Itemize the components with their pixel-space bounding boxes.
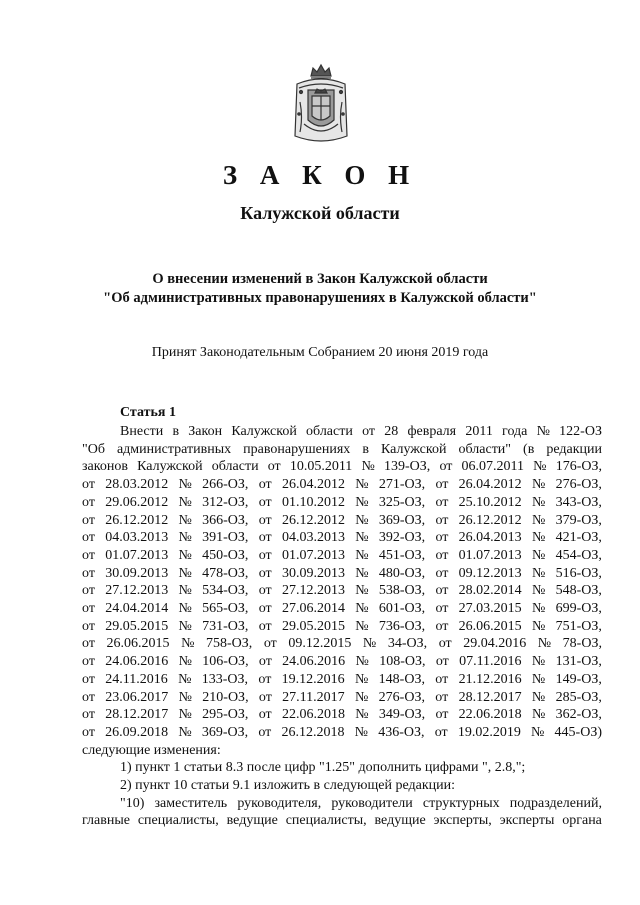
body-word: № (178, 724, 192, 740)
body-word: 731-ОЗ, (202, 618, 249, 634)
body-word: 78-ОЗ, (562, 636, 602, 652)
body-word: от (82, 494, 95, 510)
body-word: органа (562, 813, 602, 829)
body-word: 210-ОЗ, (202, 689, 249, 705)
body-word: ведущие (226, 813, 278, 829)
body-line (82, 706, 602, 724)
body-word: от (434, 724, 448, 740)
body-line (82, 653, 602, 671)
law-heading (0, 270, 640, 308)
body-word: № (178, 565, 192, 581)
body-word: № (355, 618, 369, 634)
body-word: специалисты, (285, 813, 367, 829)
body-word: № (531, 494, 546, 510)
body-word: ведущие (374, 813, 426, 829)
body-word: 26.04.2012 (458, 477, 522, 493)
body-word: от (435, 512, 449, 528)
body-word: 131-ОЗ, (555, 654, 602, 670)
body-word: 538-ОЗ, (378, 583, 426, 599)
body-word: № (354, 689, 369, 705)
body-word: от (258, 671, 272, 687)
body-word: 27.03.2015 (458, 601, 522, 617)
body-word: 295-ОЗ, (202, 707, 249, 723)
body-word: от (258, 494, 272, 510)
body-word: 362-ОЗ, (555, 707, 602, 723)
body-word: № (531, 530, 546, 546)
body-word: 450-ОЗ, (202, 547, 249, 563)
body-word: № (531, 583, 546, 599)
body-word: 27.06.2014 (281, 601, 345, 617)
body-word: 516-ОЗ, (555, 565, 602, 581)
body-word: № (531, 477, 546, 493)
body-word: от (258, 583, 272, 599)
body-line: 2) пункт 10 статьи 9.1 изложить в следующей редакции: (120, 778, 456, 794)
body-word: 148-ОЗ, (378, 671, 425, 687)
body-word: Закон (188, 424, 223, 439)
body-word: от (82, 583, 95, 599)
body-word: 601-ОЗ, (378, 601, 426, 617)
body-word: от (82, 707, 95, 723)
body-word: 24.06.2016 (282, 654, 346, 670)
body-word: редакции (546, 441, 602, 457)
body-word: 07.11.2016 (459, 654, 522, 670)
body-line (82, 689, 602, 707)
body-word: от (435, 707, 449, 723)
body-word: от (435, 618, 449, 634)
adoption-note: Принят Законодательным Собранием 20 июня 2019 года (151, 345, 489, 360)
body-word: 736-ОЗ, (378, 618, 426, 634)
body-line (82, 795, 602, 813)
body-word: № (178, 601, 192, 617)
body-line (82, 441, 602, 459)
body-word: № (355, 477, 369, 493)
body-word: 27.12.2013 (281, 583, 345, 599)
body-word: № (537, 636, 552, 652)
body-word: № (355, 583, 369, 599)
body-word: № (531, 689, 546, 705)
body-word: области" (458, 441, 512, 457)
body-word: 312-ОЗ, (202, 494, 249, 510)
body-word: от (435, 565, 449, 581)
body-word: правонарушениях (243, 441, 351, 457)
body-word: 379-ОЗ, (555, 512, 602, 528)
body-word: 149-ОЗ, (555, 671, 602, 687)
body-word: 26.12.2018 (281, 724, 345, 740)
body-word: 26.09.2018 (105, 724, 169, 740)
body-word: 01.10.2012 (281, 494, 345, 510)
body-line (82, 512, 602, 530)
body-word: от (435, 477, 449, 493)
body-word: от (435, 689, 449, 705)
body-word: руководителя, (237, 795, 322, 811)
body-line: 1) пункт 1 статьи 8.3 после цифр "1.25" дополнить цифрами ", 2.8,"; (120, 760, 526, 776)
body-word: 22.06.2018 (458, 707, 522, 723)
body-word: 436-ОЗ, (378, 724, 425, 740)
body-word: 09.12.2015 (288, 636, 352, 652)
body-word: "10) (120, 795, 145, 811)
body-word: от (258, 530, 272, 546)
body-word: от (435, 583, 449, 599)
body-word: от (82, 671, 95, 687)
body-word: 369-ОЗ, (378, 512, 426, 528)
body-word: специалисты, (137, 813, 219, 829)
body-word: 480-ОЗ, (378, 565, 426, 581)
body-word: от (438, 636, 452, 652)
body-word: области (306, 424, 353, 439)
body-word: структурных (422, 795, 500, 811)
body-word: от (435, 601, 449, 617)
body-word: 27.11.2017 (282, 689, 345, 705)
body-word: 276-ОЗ, (378, 689, 425, 705)
body-word: № (178, 477, 192, 493)
body-word: № (355, 530, 369, 546)
body-word: № (354, 724, 369, 740)
body-word: 276-ОЗ, (555, 477, 602, 493)
body-word: 04.03.2013 (281, 530, 345, 546)
body-word: 22.06.2018 (281, 707, 345, 723)
body-word: от (82, 636, 95, 652)
body-line (82, 494, 602, 512)
body-word: 28.12.2017 (458, 689, 522, 705)
body-word: 21.12.2016 (458, 671, 522, 687)
body-word: 30.09.2013 (105, 565, 169, 581)
body-word: 565-ОЗ, (202, 601, 249, 617)
body-word: 349-ОЗ, (378, 707, 426, 723)
body-word: № (531, 654, 546, 670)
body-word: от (258, 724, 272, 740)
body-word: № (362, 636, 377, 652)
body-line (82, 547, 602, 565)
body-word: № (531, 671, 546, 687)
body-word: 369-ОЗ, (201, 724, 249, 740)
coat-of-arms-emblem (291, 62, 351, 148)
body-word: от (435, 654, 449, 670)
body-word: подразделений, (509, 795, 602, 811)
body-word: № (531, 601, 546, 617)
body-word: от (82, 477, 95, 493)
body-word: от (263, 636, 277, 652)
body-word: года (502, 424, 528, 439)
body-word: 27.12.2013 (105, 583, 169, 599)
body-word: № (531, 618, 546, 634)
body-word: эксперты (499, 813, 555, 829)
body-word: от (258, 547, 272, 563)
body-word: 26.12.2012 (458, 512, 522, 528)
body-word: № (531, 512, 546, 528)
body-word: руководители (331, 795, 413, 811)
body-word: № (531, 724, 545, 740)
body-word: 26.12.2012 (105, 512, 169, 528)
body-word: от (258, 654, 272, 670)
body-line (82, 600, 602, 618)
body-word: 699-ОЗ, (555, 601, 602, 617)
body-word: № (355, 601, 369, 617)
body-word: 391-ОЗ, (202, 530, 249, 546)
article-title: Статья 1 (120, 405, 176, 420)
body-word: заместитель (154, 795, 228, 811)
body-word: Калужской (380, 441, 447, 457)
body-word: 24.11.2016 (105, 671, 168, 687)
body-word: 285-ОЗ, (555, 689, 602, 705)
body-word: от (82, 689, 95, 705)
body-word: 28.02.2014 (458, 583, 522, 599)
body-word: от (435, 547, 449, 563)
body-word: в (362, 441, 369, 457)
body-word: 451-ОЗ, (378, 547, 426, 563)
body-word: от (82, 724, 95, 740)
body-line (82, 724, 602, 742)
body-word: № (178, 707, 192, 723)
body-word: № (178, 689, 192, 705)
body-word: 421-ОЗ, (555, 530, 602, 546)
body-word: 26.04.2013 (458, 530, 522, 546)
body-word: 28.12.2017 (105, 707, 169, 723)
body-word: 266-ОЗ, (202, 477, 249, 493)
body-word: 325-ОЗ, (378, 494, 426, 510)
body-word: от (435, 530, 449, 546)
body-word: 534-ОЗ, (202, 583, 249, 599)
body-word: 758-ОЗ, (205, 636, 253, 652)
body-word: от (267, 459, 281, 475)
body-word: 19.02.2019 (457, 724, 521, 740)
body-word: от (258, 689, 272, 705)
body-word: от (82, 565, 95, 581)
body-word: 29.06.2012 (105, 494, 169, 510)
law-heading-line: О внесении изменений в Закон Калужской области (152, 271, 488, 287)
body-word: № (355, 707, 369, 723)
body-word: 29.04.2016 (463, 636, 527, 652)
body-word: 10.05.2011 (289, 459, 353, 475)
body-line (82, 423, 602, 441)
body-word: 06.07.2011 (461, 459, 525, 475)
body-word: № (178, 583, 192, 599)
body-word: 133-ОЗ, (201, 671, 249, 687)
body-word: 23.06.2017 (105, 689, 169, 705)
body-word: 26.04.2012 (281, 477, 345, 493)
article-body (82, 423, 602, 830)
body-word: № (531, 707, 546, 723)
body-word: № (355, 565, 369, 581)
body-line (82, 618, 602, 636)
body-word: 01.07.2013 (458, 547, 522, 563)
body-word: от (258, 707, 272, 723)
body-word: 28 (384, 424, 399, 439)
body-word: 2011 (465, 424, 493, 439)
body-word: от (435, 671, 449, 687)
body-line (82, 458, 602, 476)
body-line: следующие изменения: (82, 742, 221, 758)
body-line (82, 671, 602, 689)
body-word: Внести (120, 424, 164, 439)
body-word: № (178, 494, 192, 510)
body-word: законов (82, 459, 128, 475)
body-word: 34-ОЗ, (387, 636, 428, 652)
body-word: в (172, 424, 180, 439)
body-line (82, 582, 602, 600)
body-word: 25.10.2012 (458, 494, 522, 510)
body-word: от (435, 494, 449, 510)
body-word: Калужской (231, 424, 297, 439)
body-line (82, 529, 602, 547)
body-word: № (361, 459, 375, 475)
body-word: от (82, 512, 95, 528)
body-word: 26.12.2012 (281, 512, 345, 528)
body-word: от (258, 512, 272, 528)
body-word: 176-ОЗ, (555, 459, 602, 475)
body-word: 24.04.2014 (105, 601, 169, 617)
body-word: области (211, 459, 259, 475)
body-word: от (439, 459, 453, 475)
body-word: № (355, 494, 369, 510)
body-word: 28.03.2012 (105, 477, 169, 493)
body-word: февраля (407, 424, 457, 439)
body-word: от (82, 654, 95, 670)
body-word: главные (82, 813, 130, 829)
document-subtitle: Калужской области (240, 203, 400, 223)
body-word: 29.05.2015 (281, 618, 345, 634)
body-word: 139-ОЗ, (383, 459, 431, 475)
body-word: 01.07.2013 (281, 547, 345, 563)
body-word: 01.07.2013 (105, 547, 169, 563)
body-word: 19.12.2016 (281, 671, 345, 687)
body-word: 24.06.2016 (105, 654, 169, 670)
body-word: "Об (82, 441, 105, 457)
body-word: 122-ОЗ (559, 424, 602, 439)
body-word: № (536, 424, 550, 439)
body-word: № (178, 654, 192, 670)
body-word: от (82, 547, 95, 563)
body-word: от (82, 618, 95, 634)
body-word: (в (523, 441, 535, 457)
body-word: 751-ОЗ, (555, 618, 602, 634)
body-word: от (258, 601, 272, 617)
body-word: 29.05.2015 (105, 618, 169, 634)
body-word: № (531, 565, 546, 581)
body-word: № (181, 636, 195, 652)
body-word: № (178, 618, 192, 634)
body-word: Калужской (137, 459, 203, 475)
body-word: 106-ОЗ, (202, 654, 249, 670)
body-word: 445-ОЗ) (554, 724, 602, 740)
body-word: № (355, 512, 369, 528)
body-word: от (258, 618, 272, 634)
body-word: 09.12.2013 (458, 565, 522, 581)
body-word: от (258, 477, 272, 493)
law-heading-line: "Об административных правонарушениях в Калужской области" (103, 290, 537, 306)
body-word: от (362, 424, 376, 439)
body-word: 478-ОЗ, (202, 565, 249, 581)
body-word: № (178, 512, 192, 528)
body-word: от (82, 601, 95, 617)
body-word: 108-ОЗ, (379, 654, 426, 670)
body-word: № (533, 459, 547, 475)
body-word: 392-ОЗ, (378, 530, 426, 546)
body-word: от (258, 565, 272, 581)
body-word: 548-ОЗ, (555, 583, 602, 599)
body-word: 26.06.2015 (106, 636, 170, 652)
body-word: № (178, 671, 192, 687)
body-word: № (355, 547, 369, 563)
body-word: 04.03.2013 (105, 530, 169, 546)
body-word: 343-ОЗ, (555, 494, 602, 510)
body-word: 454-ОЗ, (555, 547, 602, 563)
body-word: № (355, 654, 369, 670)
body-word: 30.09.2013 (281, 565, 345, 581)
body-line (82, 812, 602, 830)
body-word: эксперты, (433, 813, 492, 829)
body-line (82, 476, 602, 494)
body-word: 271-ОЗ, (378, 477, 426, 493)
body-word: административных (116, 441, 232, 457)
body-word: № (354, 671, 369, 687)
body-word: 26.06.2015 (458, 618, 522, 634)
body-line (82, 635, 602, 653)
body-word: № (531, 547, 546, 563)
body-word: № (178, 547, 192, 563)
body-word: № (178, 530, 192, 546)
document-title: З А К О Н (222, 160, 418, 190)
body-word: от (82, 530, 95, 546)
body-word: 366-ОЗ, (202, 512, 249, 528)
body-line (82, 565, 602, 583)
